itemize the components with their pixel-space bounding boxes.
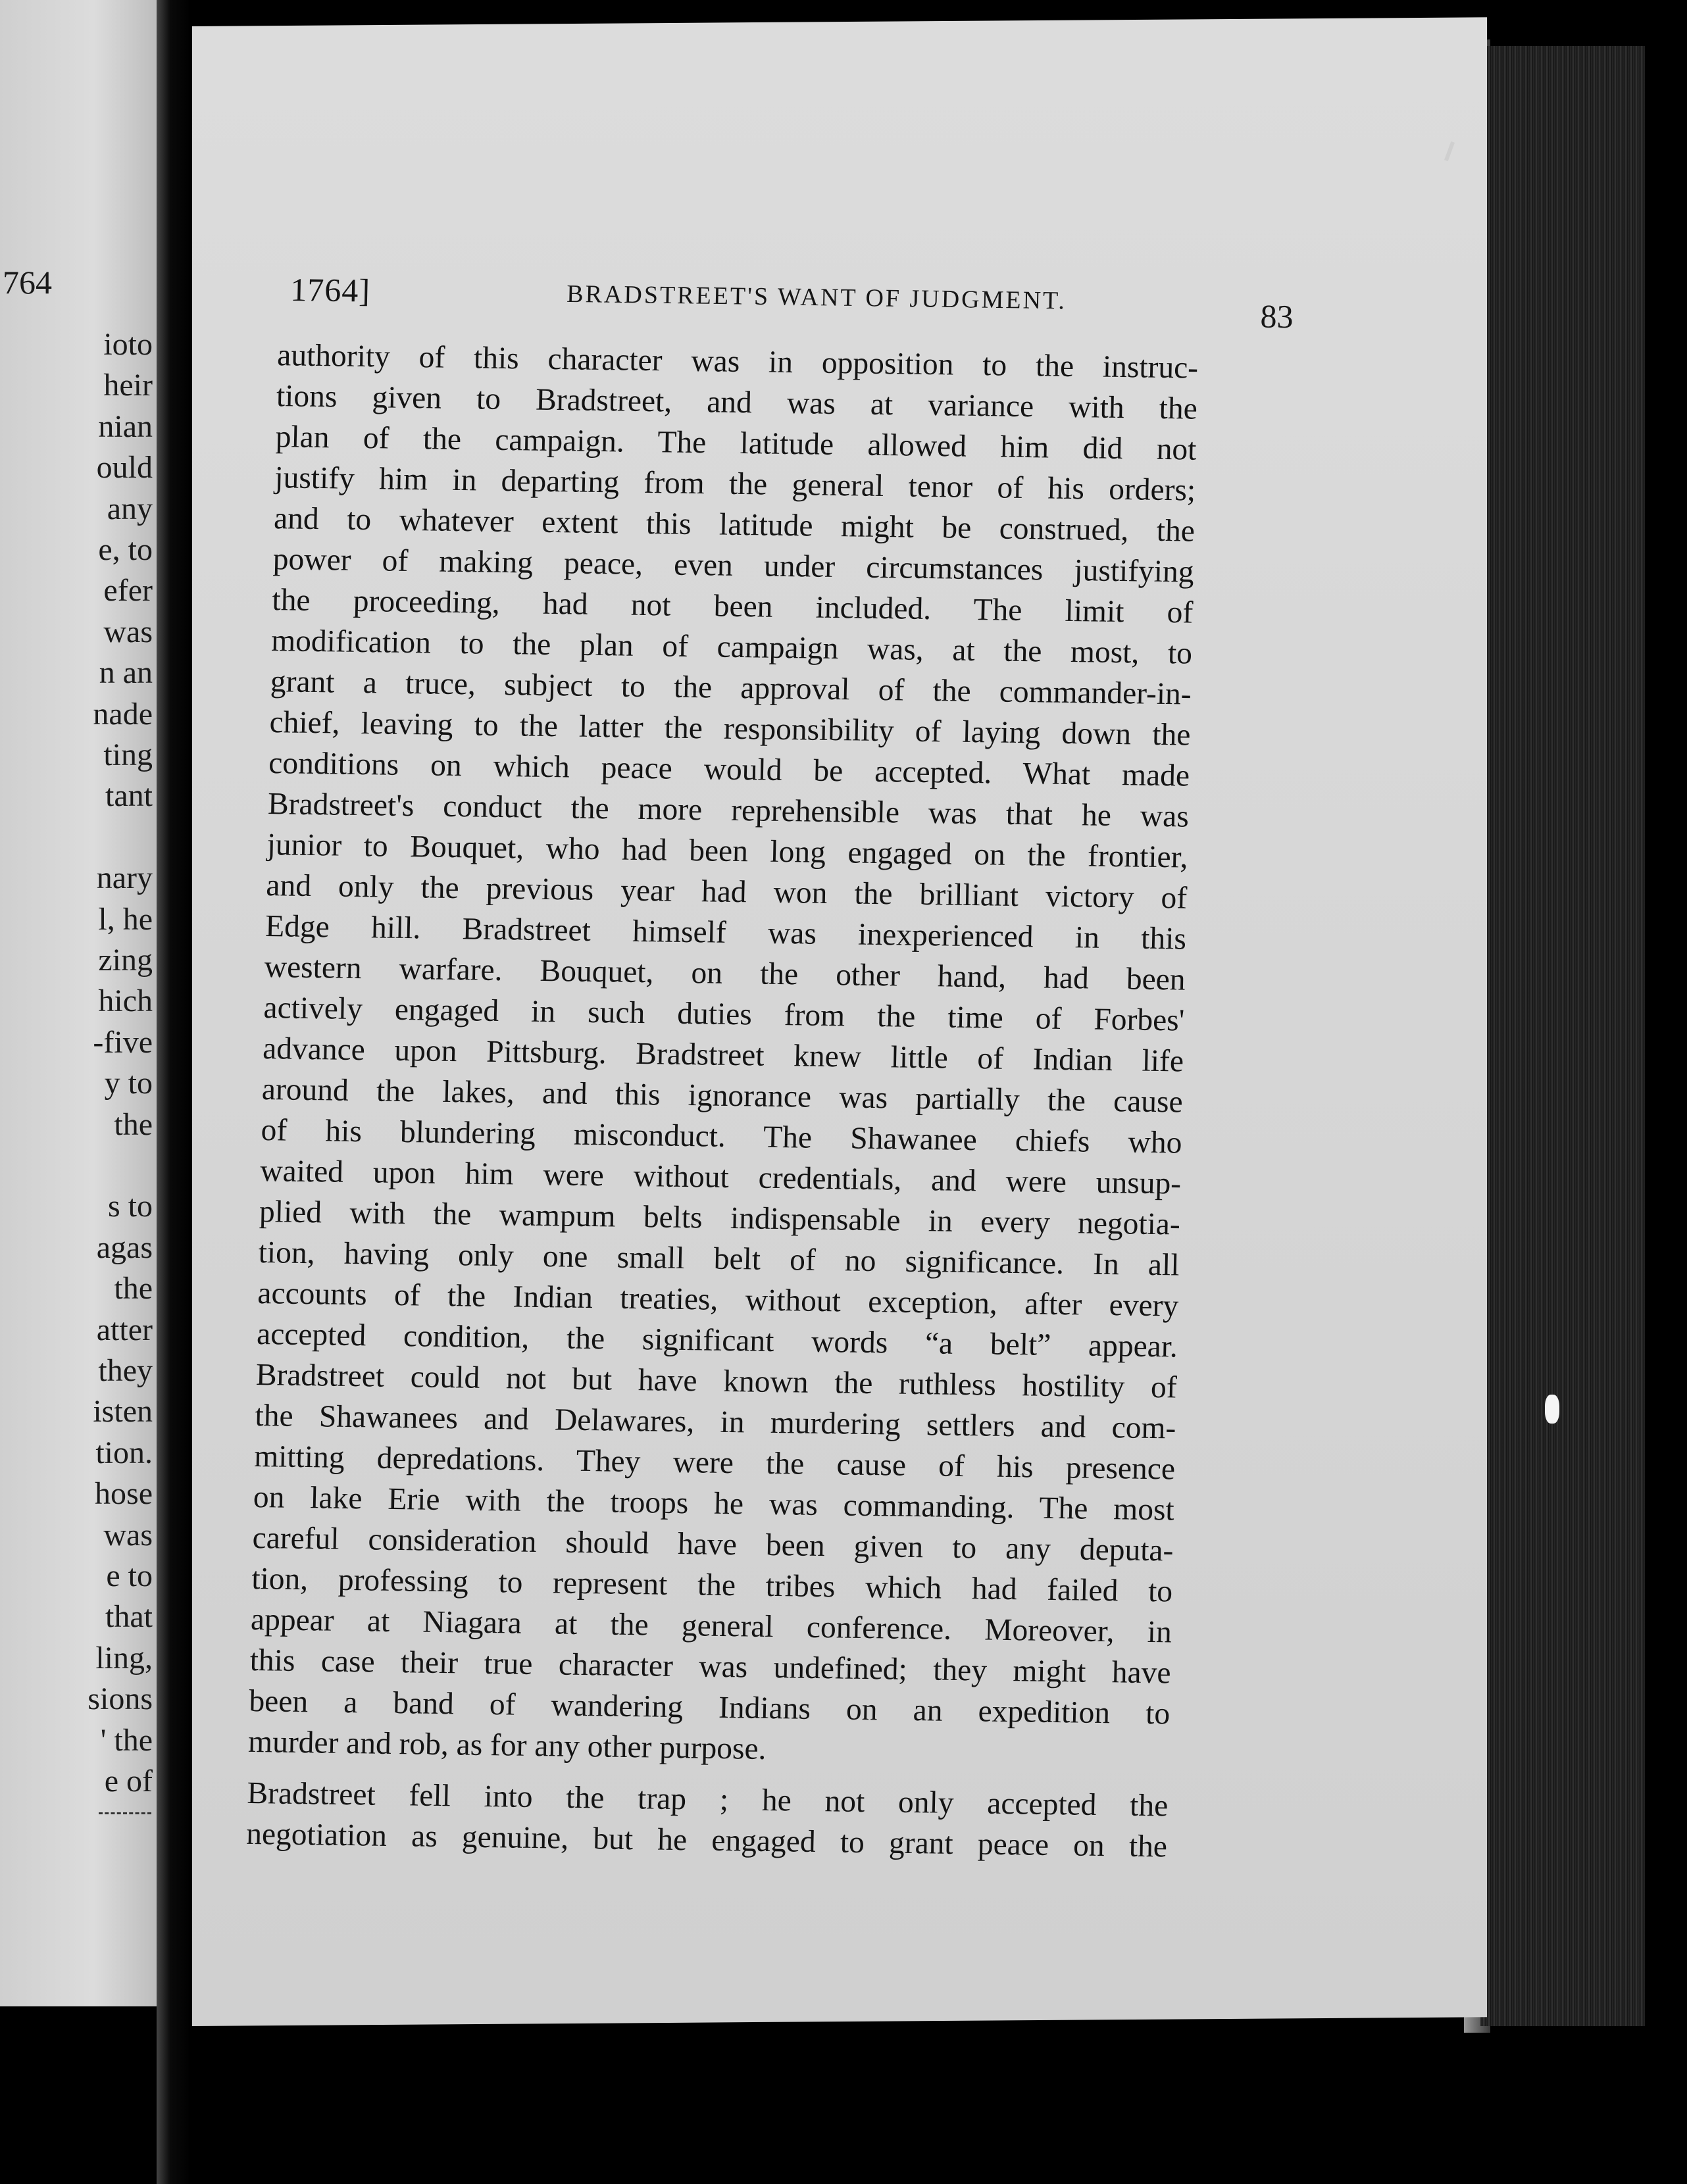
left-page-line-fragment: y to bbox=[104, 1066, 153, 1101]
left-page-line-fragment: any bbox=[107, 491, 153, 526]
left-page-line-fragment: sions bbox=[88, 1681, 153, 1717]
left-page-line-fragment: zing bbox=[98, 943, 153, 978]
text-line: accepted condition, the significant words “a belt” appear. bbox=[256, 1316, 1178, 1364]
left-page-line-fragment: n an bbox=[99, 655, 153, 691]
text-line: and to whatever extent this latitude might be construed, the bbox=[273, 501, 1196, 549]
text-line: tion, having only one small belt of no significance. In all bbox=[258, 1235, 1180, 1283]
text-line: the Shawanees and Delawares, in murdering settlers and com- bbox=[255, 1398, 1176, 1446]
left-page-line-fragment: nade bbox=[93, 696, 153, 732]
left-page-line-fragment: was bbox=[103, 614, 153, 649]
text-line: grant a truce, subject to the approval of the commander-in- bbox=[270, 664, 1192, 712]
left-page-line-fragment: that bbox=[105, 1599, 153, 1635]
text-line: chief, leaving to the latter the responsibility of laying down the bbox=[269, 705, 1191, 753]
left-page-footnote-rule bbox=[99, 1812, 151, 1814]
left-page-line-fragment: was bbox=[103, 1517, 153, 1552]
text-line: appear at Niagara at the general conference. Moreover, in bbox=[250, 1602, 1172, 1650]
text-line: waited upon him were without credentials, and were unsup- bbox=[259, 1154, 1182, 1201]
text-line: power of making peace, even under circumstances justifying bbox=[272, 542, 1195, 589]
left-page-line-fragment: the bbox=[114, 1271, 153, 1306]
text-line: accounts of the Indian treaties, without exception, after every bbox=[257, 1276, 1179, 1324]
text-line: this case their true character was undefined; they might have bbox=[249, 1643, 1172, 1691]
left-facing-page bbox=[0, 0, 157, 2006]
left-page-line-fragment: hose bbox=[95, 1476, 153, 1512]
left-page-line-fragment: ting bbox=[103, 737, 153, 772]
text-line: around the lakes, and this ignorance was partially the cause bbox=[261, 1072, 1184, 1120]
text-line: careful consideration should have been given to any deputa- bbox=[252, 1520, 1174, 1568]
paragraph bbox=[248, 335, 1199, 1775]
left-page-line-fragment: e of bbox=[104, 1764, 153, 1799]
left-page-line-fragment: ling, bbox=[95, 1640, 153, 1675]
text-line: on lake Erie with the troops he was commanding. The most bbox=[253, 1479, 1175, 1527]
left-page-line-fragment: ioto bbox=[103, 327, 153, 362]
text-line: justify him in departing from the general tenor of his orders; bbox=[274, 460, 1196, 508]
left-page-line-fragment: atter bbox=[96, 1312, 153, 1347]
left-page-line-fragment: they bbox=[98, 1353, 153, 1388]
left-page-line-fragment: isten bbox=[93, 1394, 153, 1429]
text-line: murder and rob, as for any other purpose. bbox=[247, 1724, 767, 1766]
text-line: tion, professing to represent the tribes which had failed to bbox=[251, 1561, 1173, 1609]
text-line: actively engaged in such duties from the time of Forbes' bbox=[263, 991, 1185, 1038]
text-line: Edge hill. Bradstreet himself was inexperienced in this bbox=[264, 909, 1187, 956]
left-page-line-fragment: e, to bbox=[98, 532, 153, 567]
paragraph bbox=[246, 1773, 1169, 1868]
left-page-line-fragment: -five bbox=[93, 1024, 153, 1060]
left-page-line-fragment: ' the bbox=[100, 1722, 153, 1758]
text-line: tions given to Bradstreet, and was at variance with the bbox=[276, 379, 1198, 426]
text-line: the proceeding, had not been included. The limit of bbox=[272, 583, 1194, 630]
book-page-edges bbox=[1480, 46, 1645, 2026]
text-line: been a band of wandering Indians on an expedition to bbox=[248, 1683, 1171, 1731]
text-line: junior to Bouquet, who had been long engaged on the frontier, bbox=[266, 828, 1189, 875]
body-text bbox=[246, 335, 1199, 1867]
text-line: negotiation as genuine, but he engaged to grant peace on the bbox=[245, 1816, 1168, 1864]
left-page-line-fragment: the bbox=[114, 1106, 153, 1142]
left-page-line-fragment: agas bbox=[96, 1229, 153, 1265]
left-page-line-fragment: e to bbox=[106, 1558, 153, 1593]
text-line: modification to the plan of campaign was, at the most, to bbox=[270, 624, 1193, 671]
left-page-line-fragment: hich bbox=[98, 983, 153, 1019]
book-gutter bbox=[157, 0, 191, 2184]
left-page-line-fragment: heir bbox=[103, 368, 153, 403]
text-line: Bradstreet fell into the trap ; he not only accepted the bbox=[247, 1775, 1169, 1824]
left-page-line-fragment: efer bbox=[103, 573, 153, 608]
text-line: authority of this character was in opposition to the instruc- bbox=[276, 338, 1199, 385]
left-page-line-fragment: tion. bbox=[95, 1435, 153, 1470]
text-line: of his blundering misconduct. The Shawanee chiefs who bbox=[261, 1113, 1182, 1160]
header-year: 1764] bbox=[290, 270, 371, 309]
left-page-line-fragment: s to bbox=[107, 1189, 153, 1224]
text-line: and only the previous year had won the brilliant victory of bbox=[265, 868, 1188, 916]
left-page-year-fragment: 764 bbox=[3, 264, 52, 301]
text-line: Bradstreet's conduct the more reprehensible was that he was bbox=[267, 787, 1190, 834]
left-page-line-fragment: nian bbox=[98, 409, 153, 444]
running-header bbox=[290, 270, 1409, 335]
text-line: plan of the campaign. The latitude allowed him did not bbox=[275, 420, 1197, 467]
header-title: BRADSTREET'S WANT OF JUDGMENT. bbox=[566, 280, 1067, 315]
left-page-line-fragment: l, he bbox=[98, 901, 153, 937]
right-page bbox=[192, 17, 1487, 2026]
left-page-line-fragment: tant bbox=[105, 778, 153, 814]
text-line: advance upon Pittsburg. Bradstreet knew little of Indian life bbox=[262, 1031, 1184, 1079]
text-line: mitting depredations. They were the cause of his presence bbox=[253, 1439, 1176, 1487]
scan-speck bbox=[1545, 1395, 1559, 1424]
text-line: Bradstreet could not but have known the ruthless hostility of bbox=[255, 1357, 1178, 1405]
left-page-line-fragment: ould bbox=[96, 450, 153, 485]
text-line: plied with the wampum belts indispensable in every negotia- bbox=[259, 1194, 1181, 1242]
left-page-line-fragment: nary bbox=[96, 860, 153, 896]
page-number: 83 bbox=[1260, 297, 1294, 335]
text-line: western warfare. Bouquet, on the other hand, had been bbox=[264, 950, 1186, 997]
text-line: conditions on which peace would be accepted. What made bbox=[268, 746, 1190, 793]
